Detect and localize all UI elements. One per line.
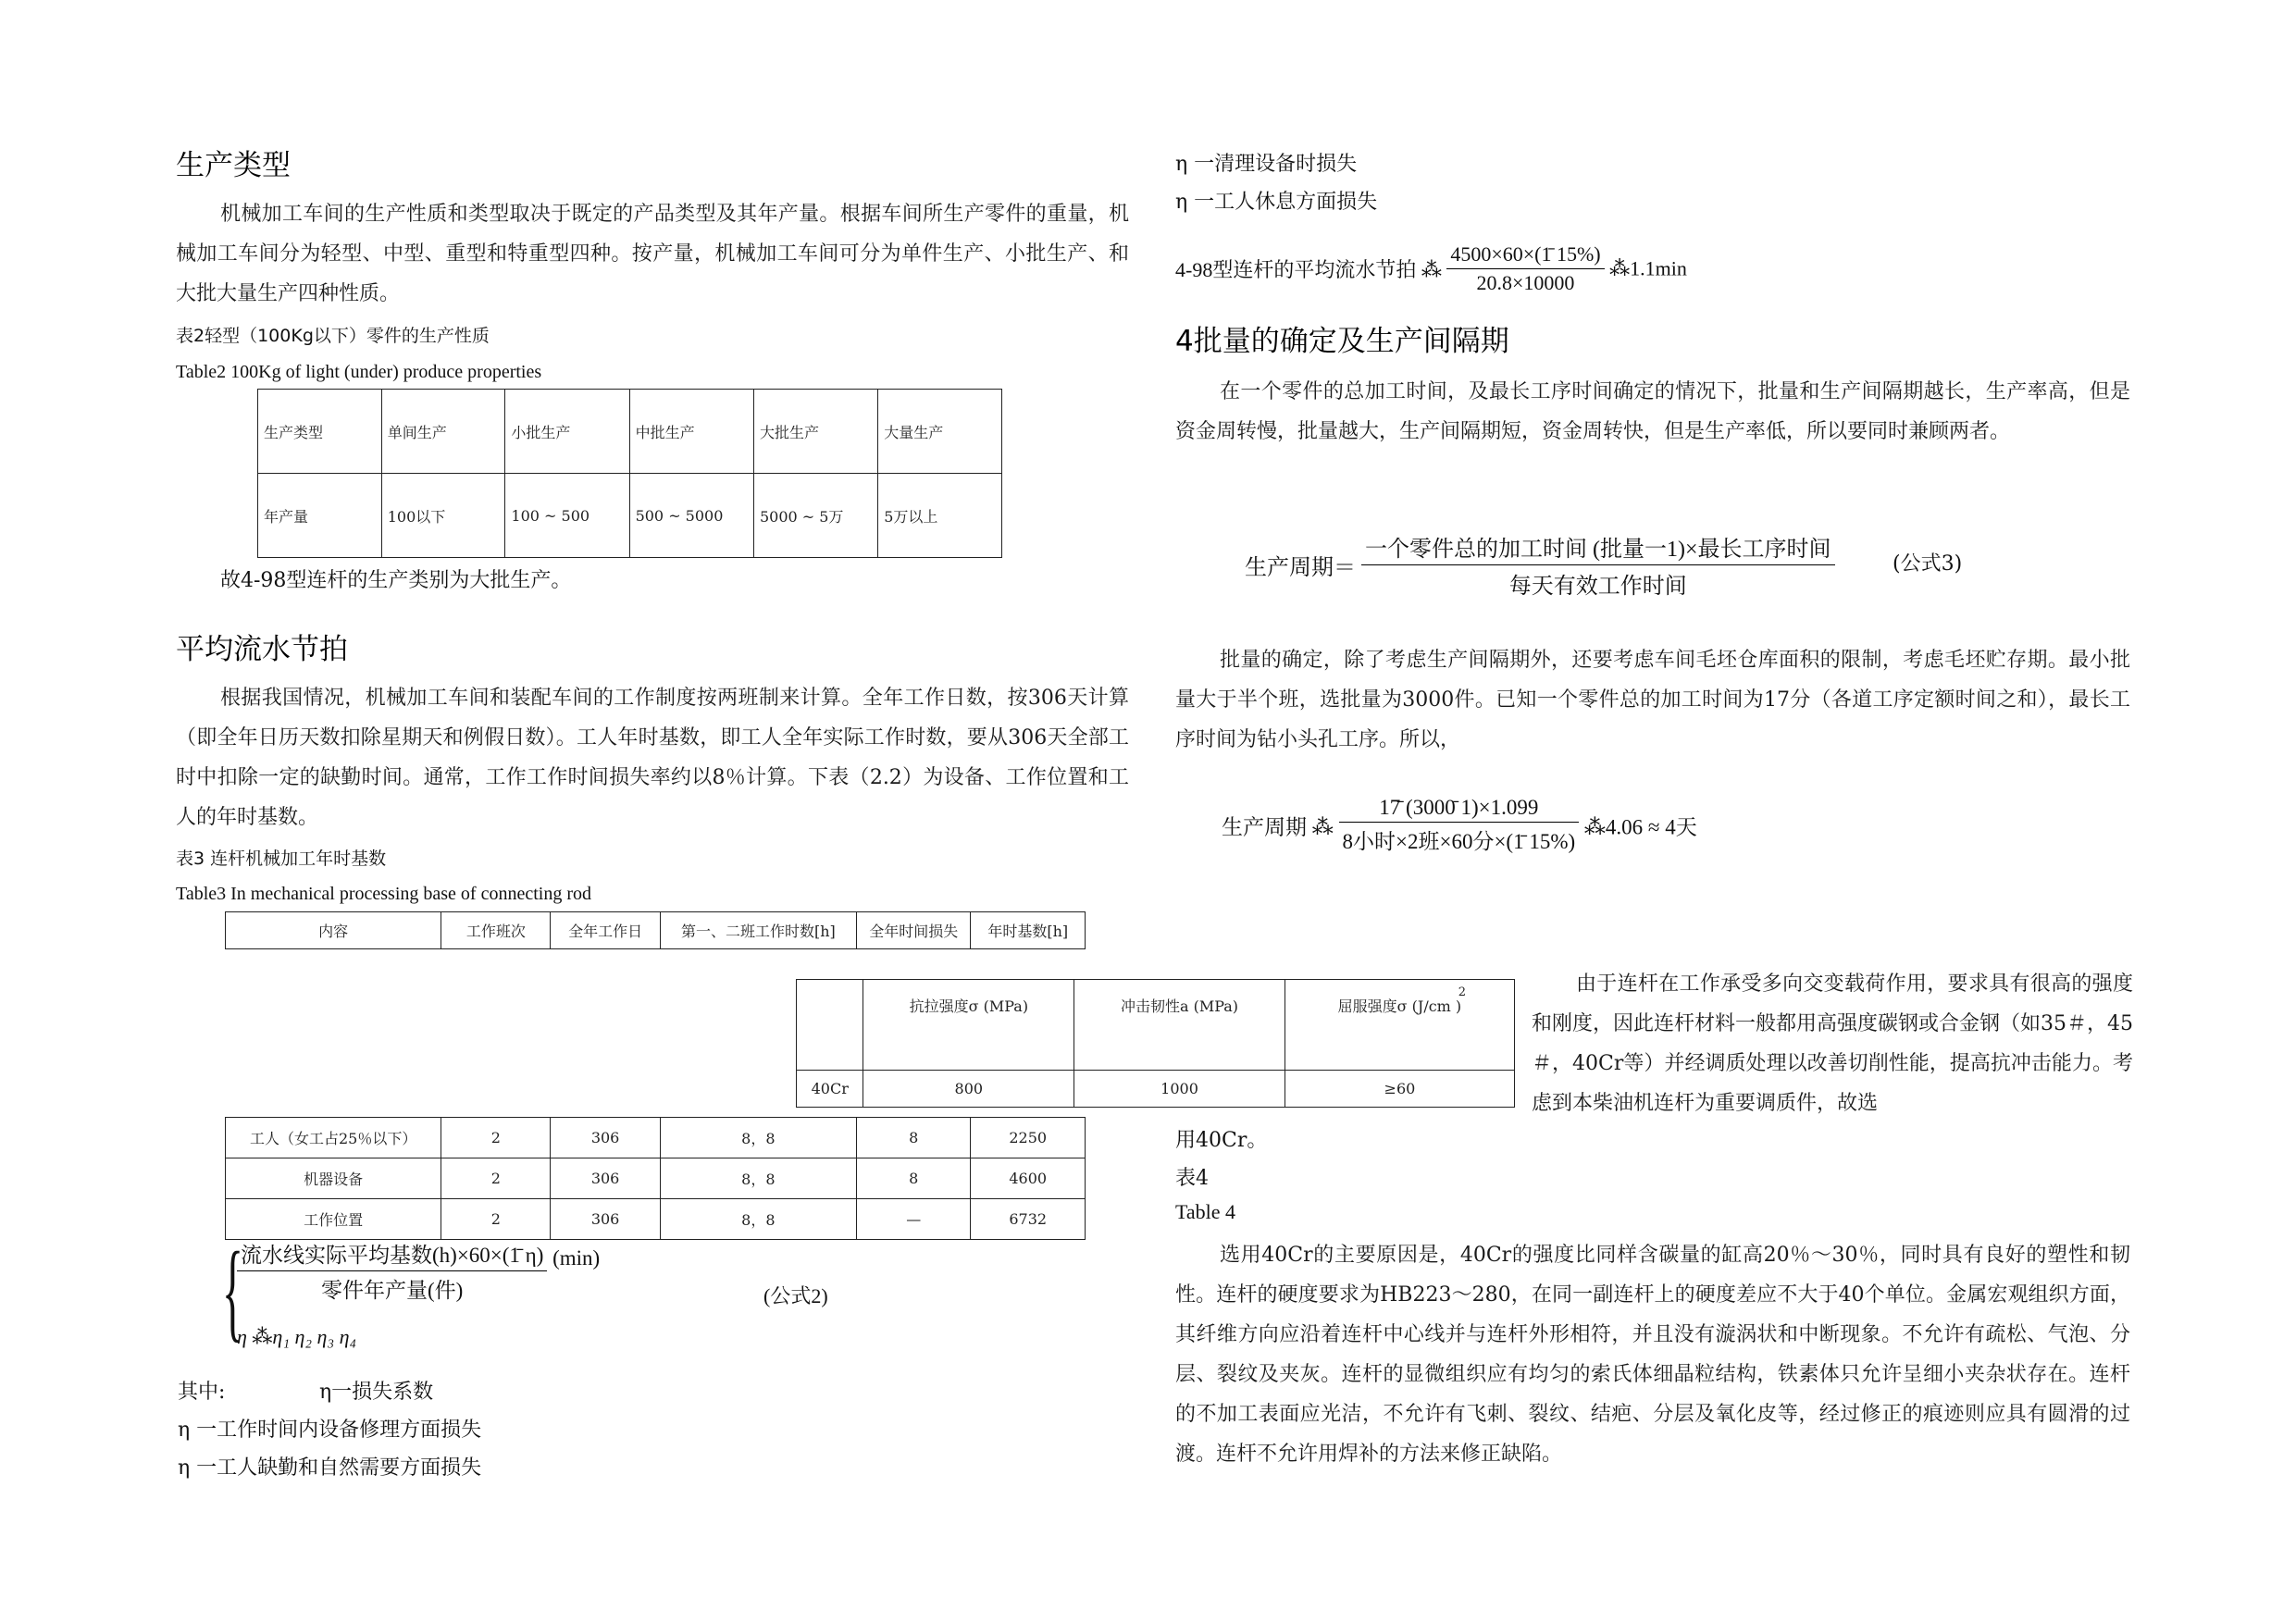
table-cell: 8 [857, 1158, 971, 1199]
table-header-cell: 抗拉强度σ (MPa) [863, 980, 1074, 1071]
table-row [797, 980, 1515, 1071]
paragraph-40cr-reason: 选用40Cr的主要原因是，40Cr的强度比同样含碳量的缸高20％～30％，同时具有良好的塑性和韧性。连杆的硬度要求为HB223～280，在同一副连杆上的硬度差应不大于40个单位。金属宏观组织方面，其纤维方向应沿着连杆中心线并与连杆外形相符，并且没有漩涡状和中断现象。不允许有疏松、气泡、分层、裂纹及夹灰。连杆的显微组织应有均匀的索氏体细晶粒结构，铁素体只允许呈细小夹杂状存在。连杆的不加工表面应光洁，不允许有飞刺、裂纹、结疤、分层及氧化皮等，经过修正的痕迹则应具有圆滑的过渡。连杆不允许用焊补的方法来修正缺陷。 [1175, 1244, 2130, 1466]
formula3-fraction [1361, 530, 1835, 600]
material-properties-table [796, 979, 1515, 1108]
table-header-text: 屈服强度σ (J/cm ) [1337, 997, 1462, 1015]
superscript: 2 [1458, 985, 1466, 999]
table3-caption-cn: 表3 连杆机械加工年时基数 [176, 849, 387, 869]
table-header-cell: 全年工作日 [551, 912, 660, 949]
table-cell: 小批生产 [505, 390, 629, 474]
table-cell: 5000 ~ 5万 [753, 474, 877, 558]
loss-item-2: η 一工人缺勤和自然需要方面损失 [178, 1456, 482, 1480]
table-cell: 大批生产 [753, 390, 877, 474]
table-row [258, 390, 1002, 474]
table-row [258, 474, 1002, 558]
formula3-numerator: 一个零件总的加工时间 (批量一1)×最长工序时间 [1361, 530, 1835, 565]
formula2-label: (公式2) [763, 1284, 828, 1307]
paragraph-batch-size: 在一个零件的总加工时间，及最长工序时间确定的情况下，批量和生产间隔期越长，生产率高，但是资金周转慢，批量越大，生产间隔期短，资金周转快，但是生产率低，所以要同时兼顾两者。 [1175, 380, 2130, 443]
table-header-cell: 全年时间损失 [857, 912, 971, 949]
formula3 [1245, 530, 1835, 600]
paragraph-batch-decision: 批量的确定，除了考虑生产间隔期外，还要考虑车间毛坯仓库面积的限制，考虑毛坯贮存期。最小批量大于半个班，选批量为3000件。已知一个零件总的加工时间为17分（各道工序定额时间之和），最长工序时间为钻小头孔工序。所以， [1175, 649, 2130, 751]
formula4-denominator: 8小时×2班×60分×(1̄ 15%) [1342, 830, 1576, 853]
table-cell: 8，8 [660, 1118, 856, 1158]
table-cell: 306 [551, 1118, 660, 1158]
table-cell: 8，8 [660, 1199, 856, 1240]
table-cell: 8，8 [660, 1158, 856, 1199]
table-cell: 单间生产 [381, 390, 505, 474]
table4-caption-cn: 表4 [1175, 1167, 1209, 1190]
table-row [797, 1071, 1515, 1108]
table3-caption-en: Table3 In mechanical processing base of connecting rod [176, 884, 591, 904]
table-cell: ≥60 [1285, 1071, 1514, 1108]
table-cell: 1000 [1074, 1071, 1285, 1108]
paragraph-production-type: 机械加工车间的生产性质和类型取决于既定的产品类型及其年产量。根据车间所生产零件的重量，机械加工车间分为轻型、中型、重型和特重型四种。按产量，机械加工车间可分为单件生产、小批生产、和大批大量生产四种性质。 [176, 203, 1129, 305]
formula2-numerator: 流水线实际平均基数(h)×60×(1̄ η) [237, 1238, 547, 1271]
paragraph-material-end: 用40Cr。 [1175, 1129, 1268, 1152]
table-cell: 500 ~ 5000 [629, 474, 753, 558]
table-cell: 8 [857, 1118, 971, 1158]
table-header-cell [797, 980, 863, 1071]
table2-caption-en: Table2 100Kg of light (under) produce properties [176, 362, 542, 382]
table-header-cell [1285, 980, 1514, 1071]
table-cell: 中批生产 [629, 390, 753, 474]
table-cell: 5万以上 [878, 474, 1002, 558]
table-header-cell: 工作班次 [441, 912, 551, 949]
formula4-result: ⁂4.06 ≈ 4天 [1583, 815, 1697, 839]
table-cell: 工人（女工占25％以下） [226, 1118, 441, 1158]
formula4-numerator: 17̄ (3000̄ 1)×1.099 [1339, 796, 1580, 823]
table-cell: 年产量 [258, 474, 382, 558]
takt-denominator: 20.8×10000 [1476, 271, 1575, 294]
table-cell: 800 [863, 1071, 1074, 1108]
table-header-cell: 第一、二班工作时数[h] [660, 912, 856, 949]
table-row [226, 1199, 1086, 1240]
table-cell: 2 [441, 1199, 551, 1240]
table-cell: 生产类型 [258, 390, 382, 474]
formula3-label: (公式3) [1893, 552, 1963, 576]
table-cell: 40Cr [797, 1071, 863, 1108]
table2-production-properties [257, 389, 1002, 558]
table-row [226, 1158, 1086, 1199]
takt-numerator: 4500×60×(1̄ 15%) [1446, 242, 1604, 269]
table3-header [225, 911, 1086, 949]
table-header-cell: 年时基数[h] [971, 912, 1086, 949]
loss-item-1: η 一工作时间内设备修理方面损失 [178, 1419, 482, 1442]
table-row [226, 912, 1086, 949]
where-label: 其中: [178, 1381, 226, 1404]
conclusion-text: 故4-98型连杆的生产类别为大批生产。 [220, 569, 572, 592]
table-header-cell: 内容 [226, 912, 441, 949]
formula3-prefix: 生产周期＝ [1245, 556, 1356, 580]
table-cell: 100 ~ 500 [505, 474, 629, 558]
formula4-prefix: 生产周期 ⁂ [1222, 815, 1334, 839]
takt-formula [1175, 242, 1687, 295]
table-cell: 100以下 [381, 474, 505, 558]
takt-prefix: 4-98型连杆的平均流水节拍 ⁂ [1175, 258, 1442, 281]
takt-result: ⁂1.1min [1609, 256, 1687, 280]
table-cell: 306 [551, 1199, 660, 1240]
formula-brace: { [222, 1229, 244, 1352]
loss-item-3: η 一清理设备时损失 [1175, 153, 1358, 176]
where-eta: η一损失系数 [319, 1381, 434, 1404]
table4-caption-en: Table 4 [1175, 1200, 1236, 1223]
table-cell: 4600 [971, 1158, 1086, 1199]
formula2-fraction [237, 1238, 547, 1304]
table3-body [225, 1117, 1086, 1240]
table-cell: 大量生产 [878, 390, 1002, 474]
takt-fraction [1446, 242, 1604, 295]
table-cell: — [857, 1199, 971, 1240]
loss-item-4: η 一工人休息方面损失 [1175, 191, 1378, 214]
table-cell: 306 [551, 1158, 660, 1199]
heading-batch-size: 4批量的确定及生产间隔期 [1175, 325, 1509, 358]
table-row [226, 1118, 1086, 1158]
table-cell: 工作位置 [226, 1199, 441, 1240]
table-cell: 2 [441, 1118, 551, 1158]
paragraph-working-system: 根据我国情况，机械加工车间和装配车间的工作制度按两班制来计算。全年工作日数，按306天计算（即全年日历天数扣除星期天和例假日数）。工人年时基数，即工人全年实际工作时数，要从306天全部工时中扣除一定的缺勤时间。通常，工作工作时间损失率约以8％计算。下表（2.2）为设备、工作位置和工人的年时基数。 [176, 687, 1129, 829]
table-cell: 2 [441, 1158, 551, 1199]
table-cell: 6732 [971, 1199, 1086, 1240]
table-header-cell: 冲击韧性a (MPa) [1074, 980, 1285, 1071]
formula4-fraction [1339, 796, 1580, 855]
heading-average-takt: 平均流水节拍 [176, 633, 348, 666]
paragraph-material: 由于连杆在工作承受多向交变载荷作用，要求具有很高的强度和刚度，因此连杆材料一般都用高强度碳钢或合金钢（如35＃，45＃，40Cr等）并经调质处理以改善切削性能，提高抗冲击能力。考虑到本柴油机连杆为重要调质件，故选 [1532, 973, 2133, 1115]
formula2-eta: η ⁂η₁ η₂ η₃ η₄ [237, 1325, 357, 1348]
formula2-denominator: 零件年产量(件) [321, 1279, 464, 1302]
formula2 [237, 1238, 600, 1304]
table-cell: 机器设备 [226, 1158, 441, 1199]
heading-production-type: 生产类型 [176, 149, 291, 182]
table-cell: 2250 [971, 1118, 1086, 1158]
formula4 [1222, 796, 1697, 855]
formula2-unit: (min) [552, 1245, 601, 1270]
formula3-denominator: 每天有效工作时间 [1508, 575, 1687, 599]
table2-caption-cn: 表2轻型（100Kg以下）零件的生产性质 [176, 326, 490, 346]
